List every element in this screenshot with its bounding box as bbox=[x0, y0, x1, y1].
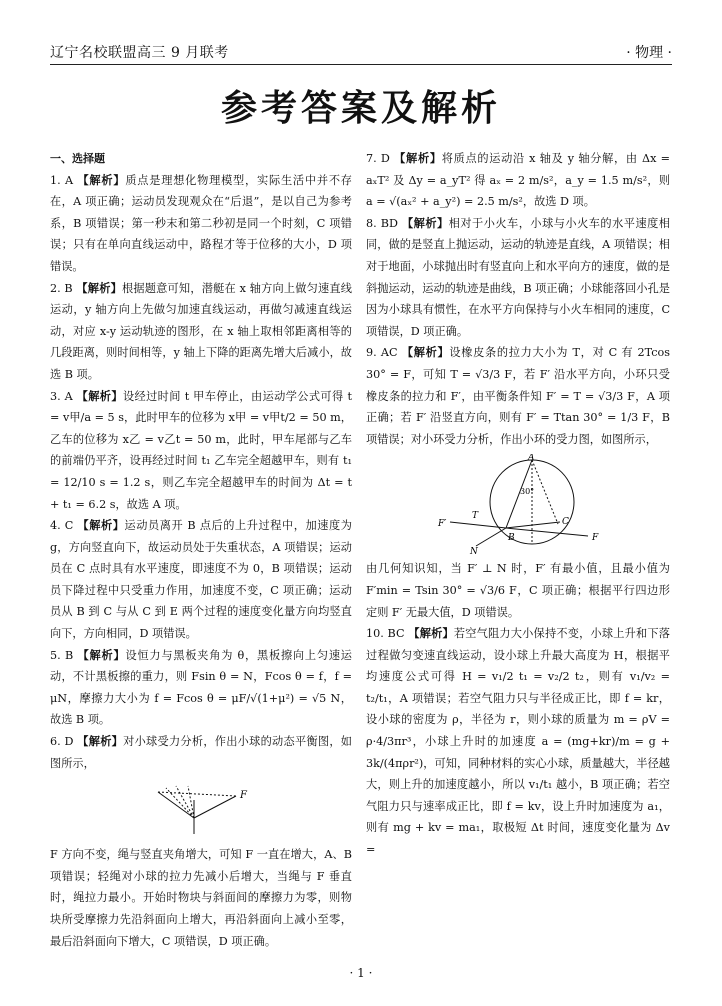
analysis-tag: 【解析】 bbox=[76, 389, 123, 403]
page-header bbox=[50, 40, 672, 65]
analysis-tag: 【解析】 bbox=[401, 216, 449, 230]
answer-number: 2. B bbox=[50, 281, 73, 295]
answer-item-2 bbox=[50, 278, 352, 386]
answer-item-7 bbox=[366, 148, 670, 213]
answer-text: 由几何知识知，当 F′ ⊥ N 时，F′ 有最小值，且最小值为 F′min = Tsin 30° = √3/6 F，C 项正确；根据平行四边形定则 F′ 无最大值，D 项错误。 bbox=[366, 562, 670, 619]
answer-item-9-continued bbox=[366, 558, 670, 623]
analysis-tag: 【解析】 bbox=[394, 152, 442, 165]
analysis-tag: 【解析】 bbox=[77, 519, 125, 533]
answer-number: 5. B bbox=[50, 648, 74, 662]
force-balance-diagram bbox=[136, 778, 266, 840]
answer-item-6 bbox=[50, 731, 352, 774]
right-column bbox=[366, 148, 670, 861]
answer-item-9 bbox=[366, 342, 670, 450]
left-column bbox=[50, 148, 352, 952]
answer-text: 根据题意可知，潜艇在 x 轴方向上做匀速直线运动，y 轴方向上先做匀加速直线运动，再做匀减速直线运动，对应 x-y 运动轨迹的图形，在 x 轴上取相邻距离相等的几段距离，则时间相等，y 轴上下降的距离先增大后减小，故选 B 项。 bbox=[50, 281, 352, 381]
analysis-tag: 【解析】 bbox=[77, 173, 126, 187]
answer-text: 若空气阻力大小保持不变，小球上升和下落过程做匀变速直线运动，设小球上升最大高度为 H，根据平均速度公式可得 H = v₁/2 t₁ = v₂/2 t₂，则有 v₁/v₂ = t₂/t₁，A 项错误；若空气阻力只与半径成正比，即 f = kr，设小球的密度为 ρ，半径为 r，则小球的质量为 m = ρV = ρ·4/3πr³，小球上升时的加速度 a = (mg+kr)/m = g + 3k/(4πρr²)，可知，同种材料的实心小球，质量越大，半径越大，则上升的加速度越小，所以 v₁/t₁ 越小，B 项正确；若空气阻力只与速率成正比，即 f = kv，设上升时加速度为 a₁，则有 mg + kv = ma₁，取极短 Δt 时间，速度变化量为 Δv = bbox=[366, 627, 670, 857]
answer-item-3 bbox=[50, 386, 352, 516]
analysis-tag: 【解析】 bbox=[77, 648, 126, 662]
answer-text: 质点是理想化物理模型，实际生活中并不存在，A 项正确；运动员发现观众在“后退”，是以自己为参考系，B 项错误；第一秒末和第二秒初是同一个时刻，C 项错误；只有在单向直线运动中，路程才等于位移的大小，D 项错误。 bbox=[50, 173, 352, 273]
answer-text: 运动员离开 B 点后的上升过程中，加速度为 g，方向竖直向下，故运动员处于失重状态，A 项错误；运动员在 C 点时具有水平速度，即速度不为 0，B 项错误；运动员下降过程中只受重力作用，加速度不变，C 项正确；运动员从 B 到 C 与从 C 到 E 两个过程的速度变化量方向均竖直向下，方向相同，D 项错误。 bbox=[50, 519, 352, 641]
force-f-label: F bbox=[592, 533, 599, 544]
answer-number: 3. A bbox=[50, 389, 73, 403]
force-label: F bbox=[240, 790, 247, 802]
ring-force-diagram bbox=[428, 454, 608, 554]
answer-item-4 bbox=[50, 515, 352, 645]
answer-number: 1. A bbox=[50, 173, 74, 187]
answer-number: 6. D bbox=[50, 735, 74, 749]
answer-text: 相对于小火车，小球与小火车的水平速度相同，做的是竖直上抛运动，运动的轨迹是直线，A 项错误；相对于地面，小球抛出时有竖直向上和水平向方的速度，做的是斜抛运动，运动的轨迹是曲线，B 项正确；小球能落回小孔是因为小球具有惯性，在水平方向保持与小火车相同的速度，C 项错误，D 项正确。 bbox=[366, 216, 670, 338]
exam-name: 辽宁名校联盟高三 9 月联考 bbox=[50, 45, 229, 61]
point-a-label: A bbox=[528, 454, 535, 464]
answer-item-10 bbox=[366, 623, 670, 861]
analysis-tag: 【解析】 bbox=[408, 627, 454, 641]
point-b-label: B bbox=[508, 533, 515, 544]
answer-item-6-continued bbox=[50, 844, 352, 952]
subject-label: · 物理 · bbox=[626, 45, 672, 61]
angle-label: 30° bbox=[520, 487, 535, 497]
answer-number: 10. BC bbox=[366, 627, 405, 641]
point-c-label: C bbox=[562, 517, 569, 528]
section-heading: 一、选择题 bbox=[50, 152, 105, 165]
answer-item-5 bbox=[50, 645, 352, 731]
answer-number: 8. BD bbox=[366, 216, 398, 230]
answer-number: 4. C bbox=[50, 519, 74, 533]
answer-number: 9. AC bbox=[366, 346, 398, 360]
page-number: · 1 · bbox=[349, 966, 373, 980]
answer-text: 将质点的运动沿 x 轴及 y 轴分解，由 Δx = aₓT² 及 Δy = a_yT² 得 aₓ = 2 m/s²，a_y = 1.5 m/s²，则 a = √(aₓ² + a_y²) = 2.5 m/s²，故选 D 项。 bbox=[366, 152, 671, 209]
page-title: 参考答案及解析 bbox=[220, 88, 501, 129]
answer-item-8 bbox=[366, 213, 670, 343]
analysis-tag: 【解析】 bbox=[77, 735, 124, 749]
answer-text: 设经过时间 t 甲车停止，由运动学公式可得 t = v甲/a = 5 s，此时甲车的位移为 x甲 = v甲t/2 = 50 m，乙车的位移为 x乙 = v乙t = 50 m，此时，甲车尾部与乙车的前端仍平齐，设再经过时间 t₁ 乙车完全超越甲车，则有 t₁ = 12/10 s = 1.2 s，则乙车完全超越甲车的时间为 Δt = t + t₁ = 6.2 s，故选 A 项。 bbox=[50, 389, 352, 511]
analysis-tag: 【解析】 bbox=[76, 281, 122, 295]
force-fprime-label: F′ bbox=[438, 519, 447, 530]
normal-force-label: N bbox=[470, 547, 478, 555]
answer-item-1 bbox=[50, 170, 352, 278]
answer-text: F 方向不变，绳与竖直夹角增大，可知 F 一直在增大，A、B 项错误；轻绳对小球的拉力先减小后增大，当绳与 F 垂直时，绳拉力最小。开始时物块与斜面间的摩擦力为零，则物块所受摩擦力先沿斜面向上增大，再沿斜面向上减小至零，最后沿斜面向下增大，C 项错误，D 项正确。 bbox=[50, 848, 352, 948]
tension-label: T bbox=[472, 511, 479, 522]
answer-number: 7. D bbox=[366, 152, 390, 165]
answer-text: 设恒力与黑板夹角为 θ，黑板擦向上匀速运动，不计黑板擦的重力，则 Fsin θ = N，Fcos θ = f，f = μN，摩擦力大小为 f = Fcos θ = μF/√(1+μ²) = √5 N，故选 B 项。 bbox=[50, 648, 352, 727]
analysis-tag: 【解析】 bbox=[401, 346, 450, 360]
answer-text: 设橡皮条的拉力大小为 T，对 C 有 2Tcos 30° = F，可知 T = √3/3 F，若 F′ 沿水平方向，小环只受橡皮条的拉力和 F′，由平衡条件知 F′ = T = √3/3 F，A 项正确；若 F′ 沿竖直方向，则有 F′ = Ttan 30° = 1/3 F，B 项错误；对小环受力分析，作出小环的受力图，如图所示， bbox=[366, 346, 671, 446]
answer-text: 对小球受力分析，作出小球的动态平衡图，如图所示， bbox=[50, 735, 352, 770]
